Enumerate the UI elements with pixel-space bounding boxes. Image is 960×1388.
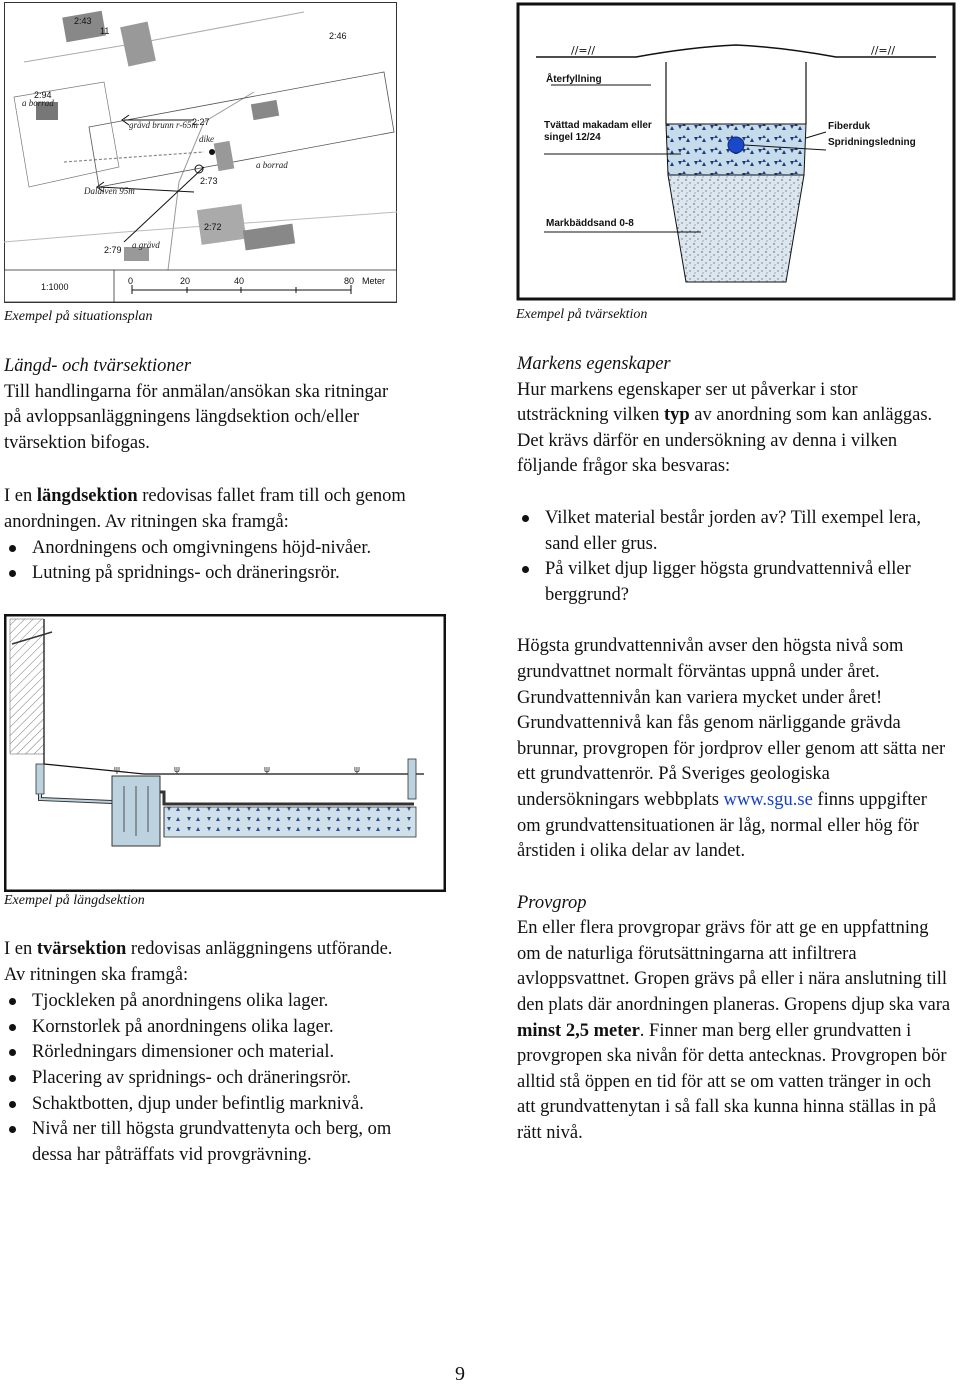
- svg-text:ψ: ψ: [354, 765, 360, 775]
- map-handwriting: Dalälven 95m: [84, 186, 135, 196]
- left-column-bottom: [4, 937, 464, 1168]
- term-typ: typ: [663, 405, 690, 426]
- sgu-link[interactable]: www.sgu.se: [723, 789, 813, 810]
- section-heading: Längd- och tvärsektioner: [4, 356, 192, 376]
- list-item: Vilket material består jorden av? Till exempel lera, sand eller grus.: [517, 506, 957, 557]
- heading-test-pit: Provgrop: [517, 892, 587, 913]
- list-item: Placering av spridnings- och dräneringsrör.: [4, 1066, 434, 1092]
- page-number: 9: [455, 1363, 465, 1385]
- map-label: 2:94: [34, 90, 52, 100]
- right-column: [517, 352, 957, 1147]
- heading-soil-properties: Markens egenskaper: [517, 354, 671, 374]
- label-gravel: Tvättad makadam eller singel 12/24: [544, 120, 652, 143]
- map-label: 2:79: [104, 245, 122, 255]
- long-section-paragraph: I en längdsektion redovisas fallet fram till och genom anordningen. Av ritningen ska framgå:: [4, 486, 406, 532]
- long-section-diagram: [4, 614, 446, 892]
- map-label: 2:43: [74, 16, 92, 26]
- scale-unit: Meter: [362, 276, 386, 286]
- long-section-figure: [4, 614, 446, 892]
- list-item: Lutning på spridnings- och dräneringsrör.: [4, 561, 404, 587]
- soil-paragraph: Hur markens egenskaper ser ut påverkar i stor utsträckning vilken typ av anordning som kan anläggas. Det krävs därför en undersökning av denna i vilken följande frågor ska besvaras:: [517, 379, 933, 477]
- site-plan-caption: Exempel på situationsplan: [4, 309, 153, 324]
- cross-section-list: [4, 989, 434, 1168]
- long-section-caption: Exempel på längdsektion: [4, 893, 145, 908]
- intro-paragraph: Till handlingarna för anmälan/ansökan ska ritningar på avloppsanläggningens längdsektion och/eller tvärsektion bifogas.: [4, 381, 389, 453]
- label-fiber-cloth: Fiberduk: [828, 121, 871, 132]
- scale-tick: 20: [180, 276, 191, 286]
- map-scale-label: 1:1000: [41, 282, 69, 292]
- svg-text:ψ: ψ: [114, 765, 120, 775]
- map-handwriting: a borrad: [256, 160, 288, 170]
- list-item: Schaktbotten, djup under befintlig marknivå.: [4, 1092, 434, 1118]
- site-plan-map: [4, 2, 397, 303]
- map-label: 2:27: [192, 117, 210, 127]
- label-backfill: Återfyllning: [546, 74, 602, 85]
- svg-text:ψ: ψ: [174, 765, 180, 775]
- svg-text://=//: //=//: [571, 44, 596, 57]
- scale-tick: 80: [344, 276, 355, 286]
- site-plan-figure: [4, 2, 397, 303]
- cross-section-figure: [516, 2, 956, 301]
- list-item: Tjockleken på anordningens olika lager.: [4, 989, 434, 1015]
- list-item: Rörledningars dimensioner och material.: [4, 1040, 434, 1066]
- soil-questions-list: [517, 506, 957, 608]
- term-tvarsektion: tvärsektion: [36, 939, 127, 959]
- svg-text://=//: //=//: [871, 44, 896, 57]
- test-pit-paragraph: En eller flera provgropar grävs för att ge en uppfattning om de naturliga förutsättningarna att infiltrera avloppsvattnet. Gropen grävs på eller i nära anslutning till den plats där anordningen planeras. Gropens djup ska vara minst 2,5 meter. Finner man berg eller grundvatten i provgropen ska nivån för detta antecknas. Provgropen bör alltid stå öppen en tid för att se om vatten tränger in och att grundvattenytan i så fall ska kunna hinna ställas in på rätt nivå.: [517, 918, 951, 1144]
- list-item: På vilket djup ligger högsta grundvattennivå eller berggrund?: [517, 557, 957, 608]
- cross-section-paragraph: I en tvärsektion redovisas anläggningens utförande. Av ritningen ska framgå:: [4, 939, 393, 985]
- label-distribution-pipe: Spridningsledning: [828, 137, 916, 148]
- cross-section-caption: Exempel på tvärsektion: [516, 307, 648, 322]
- map-label: 2:73: [200, 176, 218, 186]
- left-column-top: [4, 354, 464, 587]
- term-langdsektion: längdsektion: [36, 486, 138, 507]
- scale-tick: 0: [128, 276, 134, 286]
- groundwater-paragraph: Högsta grundvattennivån avser den högsta nivå som grundvattnet normalt förväntas uppnå under året. Grundvattennivån kan variera mycket under året! Grundvattennivå kan fås genom närliggande grävda brunnar, provgropen för jordprov eller genom att sätta ner ett grundvattenrör. På Sveriges geologiska undersökningars webbplats www.sgu.se finns uppgifter om grundvattensituationen är låg, normal eller hög för årstiden i olika delar av landet.: [517, 636, 946, 862]
- map-handwriting: grävd brunn r-65m: [129, 120, 198, 130]
- map-label: 2:46: [329, 31, 347, 41]
- cross-section-diagram: [516, 2, 956, 301]
- list-item: Anordningens och omgivningens höjd-nivåer.: [4, 536, 404, 562]
- map-label: 2:72: [204, 222, 222, 232]
- map-handwriting: dike: [199, 134, 214, 144]
- map-label: 11: [100, 26, 110, 36]
- list-item: Kornstorlek på anordningens olika lager.: [4, 1015, 434, 1041]
- scale-tick: 40: [234, 276, 245, 286]
- map-handwriting: a borrad: [22, 98, 54, 108]
- svg-text:ψ: ψ: [264, 765, 270, 775]
- label-sand: Markbäddsand 0-8: [546, 218, 634, 229]
- term-min-depth: minst 2,5 meter: [517, 1020, 640, 1041]
- list-item: Nivå ner till högsta grundvattenyta och berg, om dessa har påträffats vid provgrävning.: [4, 1117, 434, 1168]
- map-handwriting: a grävd: [132, 240, 160, 250]
- long-section-list: [4, 536, 404, 587]
